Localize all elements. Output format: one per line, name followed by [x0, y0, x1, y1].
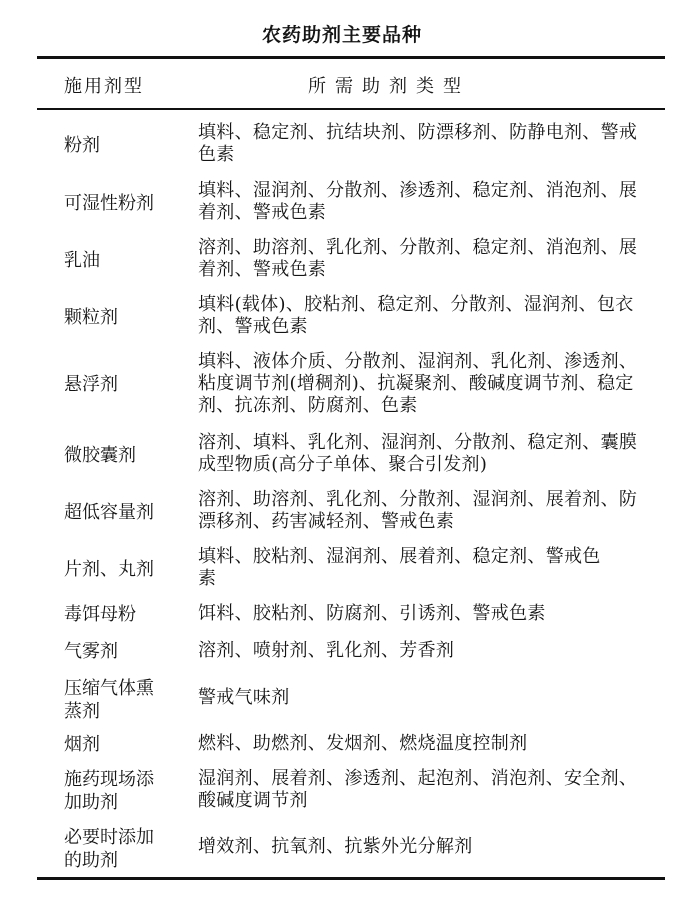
- header-rule: [37, 108, 665, 110]
- formulation-cell: 微胶囊剂: [64, 445, 136, 466]
- formulation-cell: 毒饵母粉: [64, 604, 136, 625]
- formulation-cell: 超低容量剂: [64, 502, 154, 523]
- auxiliary-cell: 警戒气味剂: [198, 687, 290, 708]
- formulation-cell: 悬浮剂: [64, 374, 118, 395]
- formulation-cell: 粉剂: [64, 135, 100, 156]
- formulation-cell: 施药现场添 加助剂: [64, 769, 154, 813]
- auxiliary-cell: 燃料、助燃剂、发烟剂、燃烧温度控制剂: [198, 733, 528, 754]
- table-title: 农药助剂主要品种: [261, 24, 422, 46]
- auxiliary-cell: 填料、胶粘剂、湿润剂、展着剂、稳定剂、警戒色素: [198, 546, 601, 589]
- formulation-cell: 颗粒剂: [64, 307, 118, 328]
- formulation-cell: 压缩气体熏 蒸剂: [64, 678, 154, 722]
- header-formulation: 施用剂型: [64, 76, 144, 97]
- formulation-cell: 必要时添加 的助剂: [64, 827, 154, 871]
- bottom-rule: [37, 877, 665, 880]
- formulation-cell: 可湿性粉剂: [64, 193, 154, 214]
- auxiliary-cell: 填料(载体)、胶粘剂、稳定剂、分散剂、湿润剂、包衣剂、警戒色素: [198, 294, 634, 337]
- auxiliary-cell: 填料、湿润剂、分散剂、渗透剂、稳定剂、消泡剂、展着剂、警戒色素: [198, 180, 638, 223]
- auxiliary-cell: 增效剂、抗氧剂、抗紫外光分解剂: [198, 836, 473, 857]
- formulation-cell: 气雾剂: [64, 641, 118, 662]
- formulation-cell: 片剂、丸剂: [64, 559, 154, 580]
- formulation-cell: 烟剂: [64, 734, 100, 755]
- auxiliary-cell: 溶剂、喷射剂、乳化剂、芳香剂: [198, 640, 455, 661]
- formulation-cell: 乳油: [64, 250, 100, 271]
- auxiliary-cell: 溶剂、填料、乳化剂、湿润剂、分散剂、稳定剂、囊膜成型物质(高分子单体、聚合引发剂): [198, 432, 638, 475]
- auxiliary-cell: 饵料、胶粘剂、防腐剂、引诱剂、警戒色素: [198, 603, 546, 624]
- auxiliary-cell: 湿润剂、展着剂、渗透剂、起泡剂、消泡剂、安全剂、酸碱度调节剂: [198, 768, 638, 811]
- auxiliary-cell: 填料、液体介质、分散剂、湿润剂、乳化剂、渗透剂、粘度调节剂(增稠剂)、抗凝聚剂、酸碱度调节剂、稳定剂、抗冻剂、防腐剂、色素: [198, 351, 638, 416]
- top-rule: [37, 56, 665, 59]
- auxiliary-cell: 溶剂、助溶剂、乳化剂、分散剂、湿润剂、展着剂、防漂移剂、药害减轻剂、警戒色素: [198, 489, 638, 532]
- auxiliary-cell: 填料、稳定剂、抗结块剂、防漂移剂、防静电剂、警戒色素: [198, 122, 638, 165]
- header-auxiliary: 所需助剂类型: [308, 76, 470, 97]
- auxiliary-cell: 溶剂、助溶剂、乳化剂、分散剂、稳定剂、消泡剂、展着剂、警戒色素: [198, 237, 638, 280]
